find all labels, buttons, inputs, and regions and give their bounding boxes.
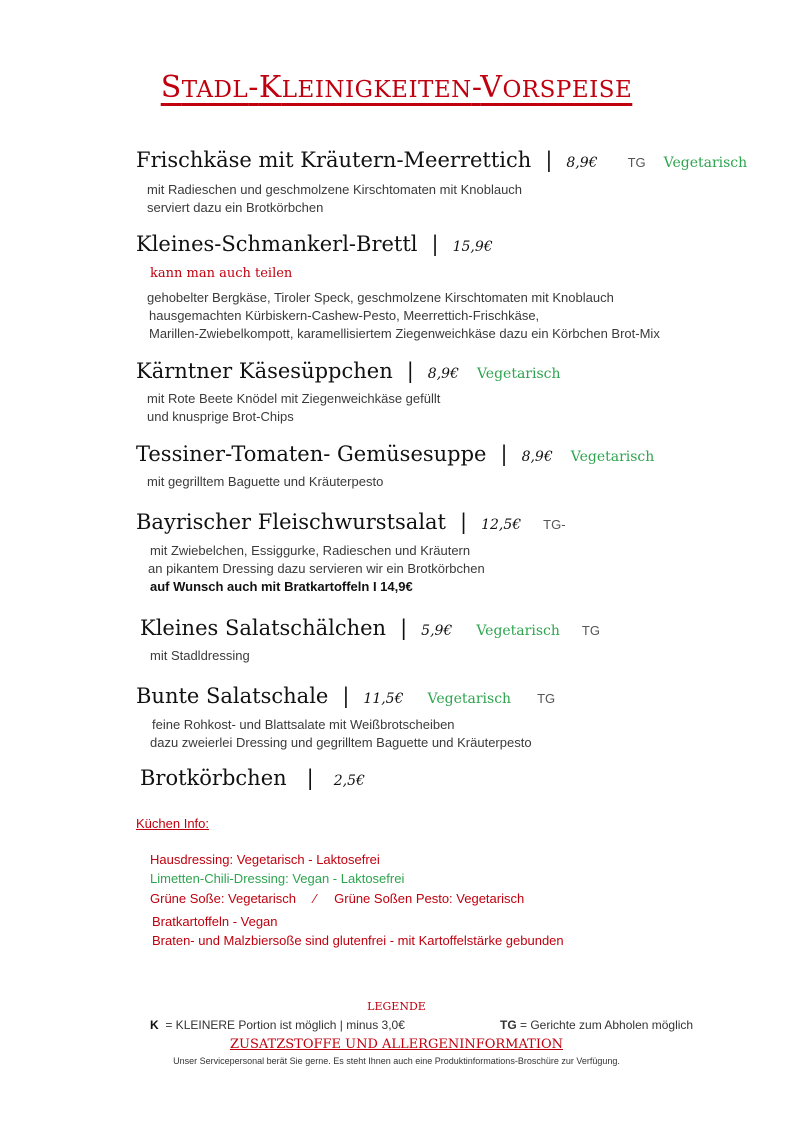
info-gruene-sosse: Grüne Soße: Vegetarisch ⁄ Grüne Soßen Pesto: Vegetarisch [150,891,525,906]
service-note: Unser Servicepersonal berät Sie gerne. Es steht Ihnen auch eine Produktinformations-Broschüre zur Verfügung. [173,1056,620,1066]
dish-price: 11,5€ [363,691,404,707]
dish-fleischwurstsalat: Bayrischer Fleischwurstsalat | 12,5€ TG- [136,510,566,534]
dish-bunte-salatschale: Bunte Salatschale | 11,5€ Vegetarisch TG [136,684,556,708]
tg-badge: TG [581,623,600,638]
allergen-info-link[interactable]: ZUSATZSTOFFE UND ALLERGENINFORMATION [229,1037,564,1052]
vegetarian-label: Vegetarisch [663,155,748,171]
dish-extra-option: auf Wunsch auch mit Bratkartoffeln I 14,9€ [150,579,413,594]
dish-name: Bayrischer Fleischwurstsalat [136,510,446,534]
dish-price: 8,9€ [521,449,553,465]
dish-description: mit gegrilltem Baguette und Kräuterpesto [147,474,384,489]
dish-price: 15,9€ [452,239,493,255]
dish-tessiner-suppe: Tessiner-Tomaten- Gemüsesuppe | 8,9€ Vegetarisch [136,442,655,466]
vegetarian-label: Vegetarisch [427,691,512,707]
vegetarian-label: Vegetarisch [476,366,561,382]
info-braten-sosse: Braten- und Malzbiersoße sind glutenfrei - mit Kartoffelstärke gebunden [152,933,564,948]
dish-name: Tessiner-Tomaten- Gemüsesuppe [136,442,487,466]
dish-name: Frischkäse mit Kräutern-Meerrettich [136,148,532,172]
vegetarian-label: Vegetarisch [570,449,655,465]
dish-price: 2,5€ [333,773,365,789]
legend-tg: TG = Gerichte zum Abholen möglich [500,1018,694,1032]
vegetarian-label: Vegetarisch [476,623,560,639]
dish-name: Brotkörbchen [140,766,287,790]
page-title: STADL-KLEINIGKEITEN-VORSPEISE [160,70,633,105]
legend-k: K = KLEINERE Portion ist möglich | minus 3,0€ [150,1018,405,1032]
info-hausdressing: Hausdressing: Vegetarisch - Laktosefrei [150,852,380,867]
dish-name: Kärntner Käsesüppchen [136,359,393,383]
tg-badge: TG [627,155,646,170]
dish-salatschaelchen: Kleines Salatschälchen | 5,9€ Vegetarisch TG [140,616,600,640]
dish-price: 12,5€ [481,517,522,533]
dish-description: feine Rohkost- und Blattsalate mit Weißbrotscheiben dazu zweierlei Dressing und gegrilltem Baguette und Kräuterpesto [150,717,532,750]
dish-name: Kleines-Schmankerl-Brettl [136,232,418,256]
dish-kaesesueppchen: Kärntner Käsesüppchen | 8,9€ Vegetarisch [136,359,561,383]
dish-name: Bunte Salatschale [136,684,329,708]
slash-divider: ⁄ [313,891,317,906]
tg-badge: TG- [543,517,566,532]
kitchen-info-heading: Küchen Info: [136,816,209,831]
dish-description: mit Rote Beete Knödel mit Ziegenweichkäse gefüllt und knusprige Brot-Chips [147,391,441,424]
dish-description: mit Zwiebelchen, Essiggurke, Radieschen und Kräutern an pikantem Dressing dazu servieren wir ein Brotkörbchen auf Wunsch auch mit Bratkartoffeln I 14,9€ [148,543,485,594]
dish-price: 5,9€ [421,623,453,639]
dish-schmankerl-brettl: Kleines-Schmankerl-Brettl | 15,9€ [136,232,493,256]
dish-price: 8,9€ [566,155,598,171]
info-limetten-dressing: Limetten-Chili-Dressing: Vegan - Laktosefrei [150,871,405,886]
dish-price: 8,9€ [427,366,459,382]
dish-name: Kleines Salatschälchen [140,616,387,640]
dish-frischkaese: Frischkäse mit Kräutern-Meerrettich | 8,9€ TG Vegetarisch [136,148,748,172]
dish-brotkoerbchen: Brotkörbchen | 2,5€ [140,766,365,790]
tg-badge: TG [537,691,556,706]
dish-note: kann man auch teilen [150,266,293,281]
dish-description: mit Radieschen und geschmolzene Kirschtomaten mit Knoblauch serviert dazu ein Brotkörbchen [147,182,523,215]
dish-description: gehobelter Bergkäse, Tiroler Speck, geschmolzene Kirschtomaten mit Knoblauch hausgemachten Kürbiskern-Cashew-Pesto, Meerrettich-Frischkäse, Marillen-Zwiebelkompott, karamellisiertem Ziegenweichkäse dazu ein Körbchen Brot-Mix [147,290,660,341]
legend-title: LEGENDE [367,1000,426,1013]
dish-description: mit Stadldressing [150,648,250,663]
info-bratkartoffeln: Bratkartoffeln - Vegan [152,914,278,929]
